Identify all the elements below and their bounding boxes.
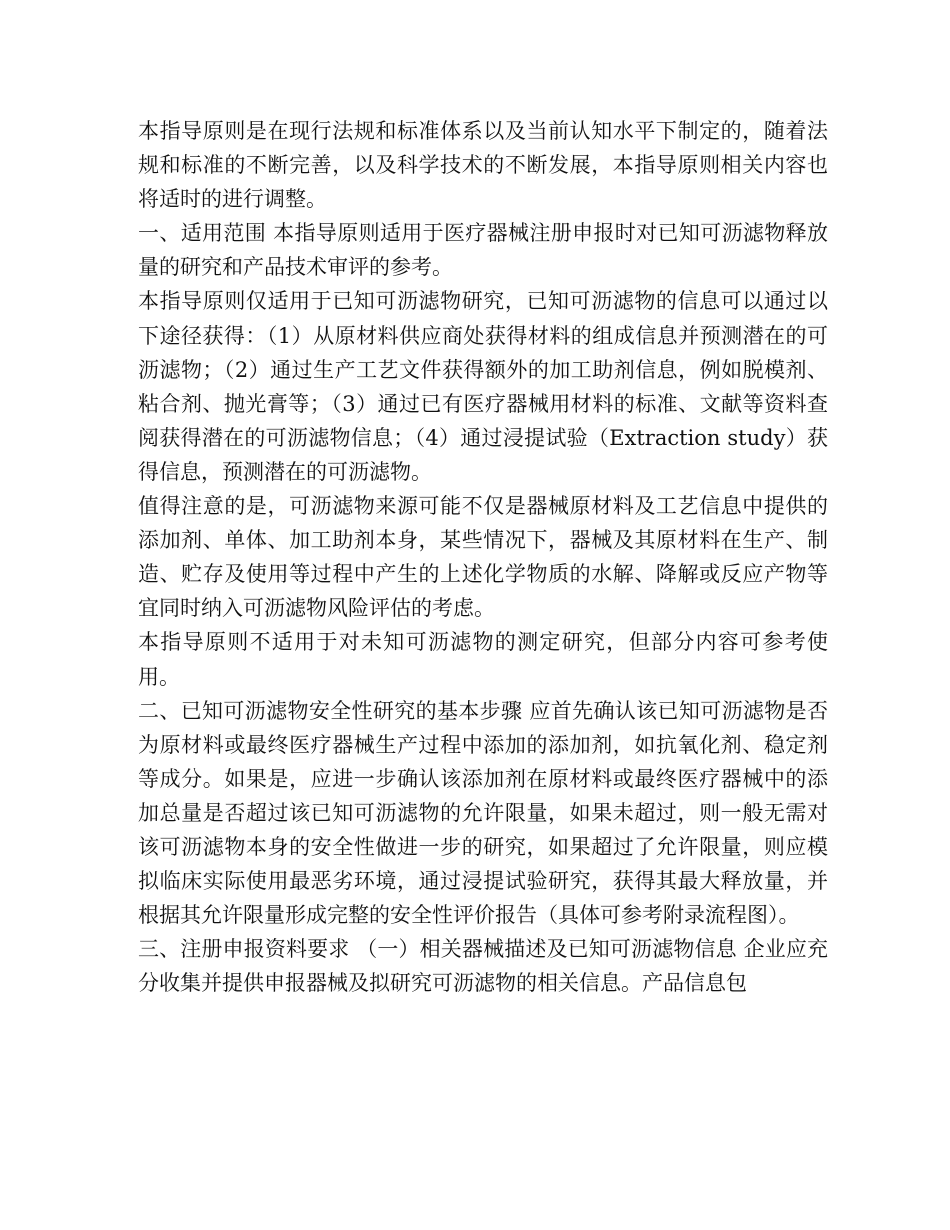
paragraph-basic-steps: 二、已知可沥滤物安全性研究的基本步骤 应首先确认该已知可沥滤物是否为原材料或最终医疗器械生产过程中添加的添加剂，如抗氧化剂、稳定剂等成分。如果是，应进一步确认该添加剂在原材料或最终医疗器械中的添加总量是否超过该已知可沥滤物的允许限量，如果未超过，则一般无需对该可沥滤物本身的安全性做进一步的研究，如果超过了允许限量，则应模拟临床实际使用最恶劣环境，通过浸提试验研究，获得其最大释放量，并根据其允许限量形成完整的安全性评价报告（具体可参考附录流程图）。 [138,698,828,928]
paragraph-leachable-sources: 值得注意的是，可沥滤物来源可能不仅是器械原材料及工艺信息中提供的添加剂、单体、加工助剂本身，某些情况下，器械及其原材料在生产、制造、贮存及使用等过程中产生的上述化学物质的水解、降解或反应产物等宜同时纳入可沥滤物风险评估的考虑。 [138,494,828,621]
paragraph-intro: 本指导原则是在现行法规和标准体系以及当前认知水平下制定的，随着法规和标准的不断完善，以及科学技术的不断发展，本指导原则相关内容也将适时的进行调整。 [138,119,828,212]
paragraph-registration-requirements: 三、注册申报资料要求 （一）相关器械描述及已知可沥滤物信息 企业应充分收集并提供申报器械及拟研究可沥滤物的相关信息。产品信息包 [138,937,828,996]
paragraph-known-leachables: 本指导原则仅适用于已知可沥滤物研究，已知可沥滤物的信息可以通过以下途径获得：（1）从原材料供应商处获得材料的组成信息并预测潜在的可沥滤物；（2）通过生产工艺文件获得额外的加工助剂信息，例如脱模剂、粘合剂、抛光膏等；（3）通过已有医疗器械用材料的标准、文献等资料查阅获得潜在的可沥滤物信息；（4）通过浸提试验（Extraction study）获得信息，预测潜在的可沥滤物。 [138,289,828,484]
paragraph-not-applicable: 本指导原则不适用于对未知可沥滤物的测定研究，但部分内容可参考使用。 [138,630,828,689]
paragraph-scope: 一、适用范围 本指导原则适用于医疗器械注册申报时对已知可沥滤物释放量的研究和产品技术审评的参考。 [138,221,828,280]
document-page [138,114,828,1000]
